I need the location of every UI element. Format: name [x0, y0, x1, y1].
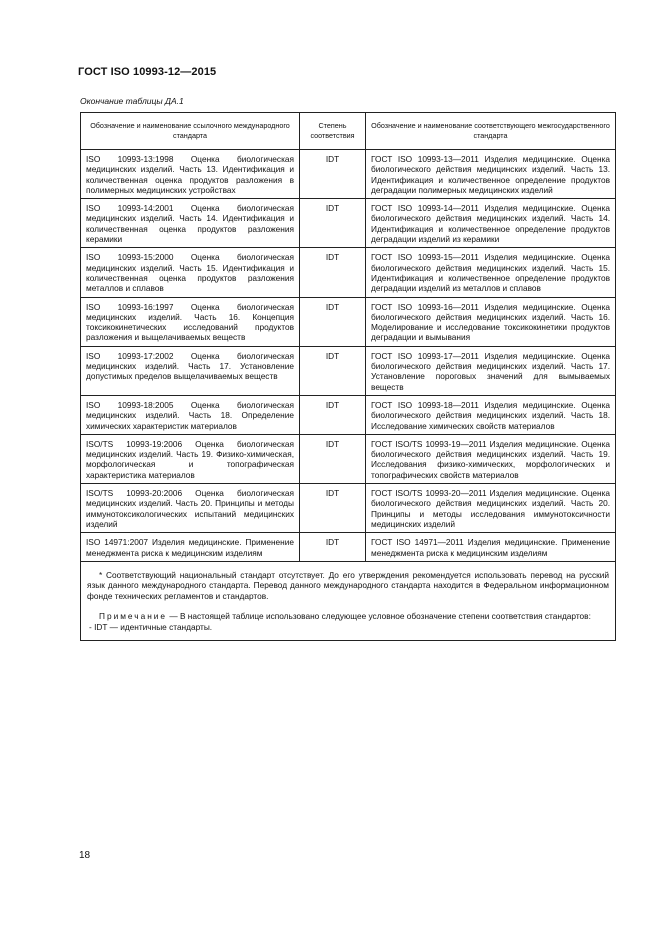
- table-row: [81, 248, 616, 297]
- international-standard-cell: ISO 10993-18:2005 Оценка биологическая медицинских изделий. Часть 18. Определение химических характеристик материалов: [81, 395, 300, 434]
- header-international-standard: Обозначение и наименование ссылочного международного стандарта: [81, 113, 300, 150]
- table-row: [81, 346, 616, 395]
- international-standard-cell: ISO 10993-14:2001 Оценка биологическая медицинских изделий. Часть 14. Идентификация и количественная оценка продуктов разложения керамики: [81, 199, 300, 248]
- international-standard-cell: ISO 10993-17:2002 Оценка биологическая медицинских изделий. Часть 17. Установление допустимых пределов выщелачиваемых веществ: [81, 346, 300, 395]
- page-number: 18: [79, 850, 91, 861]
- international-standard-cell: ISO/TS 10993-19:2006 Оценка биологическая медицинских изделий. Часть 19. Физико-химическая, морфологическая и топографическая характеристика материалов: [81, 434, 300, 483]
- interstate-standard-cell: ГОСТ ISO/TS 10993-19—2011 Изделия медицинские. Оценка биологического действия медицинских изделий. Часть 19. Исследования физико-химических, морфологических и топографических свойств материалов: [366, 434, 616, 483]
- document-header: ГОСТ ISO 10993-12—2015: [78, 66, 217, 78]
- note-list-item: - IDT — идентичные стандарты.: [89, 621, 213, 632]
- table-footnote-row: [81, 561, 616, 641]
- table-row: [81, 150, 616, 199]
- degree-cell: IDT: [300, 297, 366, 346]
- international-standard-cell: ISO 10993-16:1997 Оценка биологическая медицинских изделий. Часть 16. Концепция токсикокинетических исследований продуктов разложения и выщелачиваемых веществ: [81, 297, 300, 346]
- interstate-standard-cell: ГОСТ ISO 10993-13—2011 Изделия медицинские. Оценка биологического действия медицинских изделий. Часть 13. Идентификация и количественное определение продуктов деградации полимерных медицинских изделий: [366, 150, 616, 199]
- degree-cell: IDT: [300, 150, 366, 199]
- footnote-text: * Соответствующий национальный стандарт отсутствует. До его утверждения рекомендуется использовать перевод на русский язык данного международного стандарта. Перевод данного международного стандарта находится в Федеральном информационном фонде технических регламентов и стандартов.: [87, 569, 609, 601]
- note-text: — В настоящей таблице использовано следующее условное обозначение степени соответствия стандартов:: [167, 611, 591, 622]
- international-standard-cell: ISO 10993-13:1998 Оценка биологическая медицинских изделий. Часть 13. Идентификация и количественная оценка продуктов разложения в полимерных медицинских устройствах: [81, 150, 300, 199]
- interstate-standard-cell: ГОСТ ISO/TS 10993-20—2011 Изделия медицинские. Оценка биологического действия медицинских изделий. Часть 20. Принципы и методы исследования иммунотоксичности медицинских изделий: [366, 484, 616, 533]
- table-row: [81, 434, 616, 483]
- standards-correspondence-table: [80, 112, 616, 641]
- degree-cell: IDT: [300, 199, 366, 248]
- note-label: Примечание: [99, 611, 168, 622]
- table-row: [81, 484, 616, 533]
- interstate-standard-cell: ГОСТ ISO 10993-18—2011 Изделия медицинские. Оценка биологического действия медицинских изделий. Часть 18. Исследование химических свойств материалов: [366, 395, 616, 434]
- table-note: [87, 611, 609, 632]
- header-interstate-standard: Обозначение и наименование соответствующего межгосударственного стандарта: [366, 113, 616, 150]
- international-standard-cell: ISO 10993-15:2000 Оценка биологическая медицинских изделий. Часть 15. Идентификация и количественная оценка продуктов разложения металлов и сплавов: [81, 248, 300, 297]
- degree-cell: IDT: [300, 395, 366, 434]
- table-row: [81, 395, 616, 434]
- degree-cell: IDT: [300, 484, 366, 533]
- header-degree: Степень соответствия: [300, 113, 366, 150]
- degree-cell: IDT: [300, 434, 366, 483]
- interstate-standard-cell: ГОСТ ISO 10993-17—2011 Изделия медицинские. Оценка биологического действия медицинских изделий. Часть 17. Установление пороговых значений для вымываемых веществ: [366, 346, 616, 395]
- table-footnote: [81, 561, 616, 641]
- degree-cell: IDT: [300, 248, 366, 297]
- degree-cell: IDT: [300, 346, 366, 395]
- international-standard-cell: ISO/TS 10993-20:2006 Оценка биологическая медицинских изделий. Часть 20. Принципы и методы иммунотоксикологических испытаний медицинских изделий: [81, 484, 300, 533]
- note-paragraph: [87, 611, 609, 622]
- degree-cell: IDT: [300, 533, 366, 562]
- international-standard-cell: ISO 14971:2007 Изделия медицинские. Применение менеджмента риска к медицинским изделиям: [81, 533, 300, 562]
- interstate-standard-cell: ГОСТ ISO 10993-16—2011 Изделия медицинские. Оценка биологического действия медицинских изделий. Часть 16. Моделирование и исследование токсикокинетики продуктов деградации и вымывания: [366, 297, 616, 346]
- table-caption: Окончание таблицы ДА.1: [80, 96, 184, 106]
- table-row: [81, 533, 616, 562]
- table-row: [81, 297, 616, 346]
- table-header-row: [81, 113, 616, 150]
- table-row: [81, 199, 616, 248]
- interstate-standard-cell: ГОСТ ISO 10993-14—2011 Изделия медицинские. Оценка биологического действия медицинских изделий. Часть 14. Идентификация и количественное определение продуктов деградации изделий из керамики: [366, 199, 616, 248]
- interstate-standard-cell: ГОСТ ISO 14971—2011 Изделия медицинские. Применение менеджмента риска к медицинским изделиям: [366, 533, 616, 562]
- interstate-standard-cell: ГОСТ ISO 10993-15—2011 Изделия медицинские. Оценка биологического действия медицинских изделий. Часть 15. Идентификация и количественное определение продуктов деградации изделий из металлов и сплавов: [366, 248, 616, 297]
